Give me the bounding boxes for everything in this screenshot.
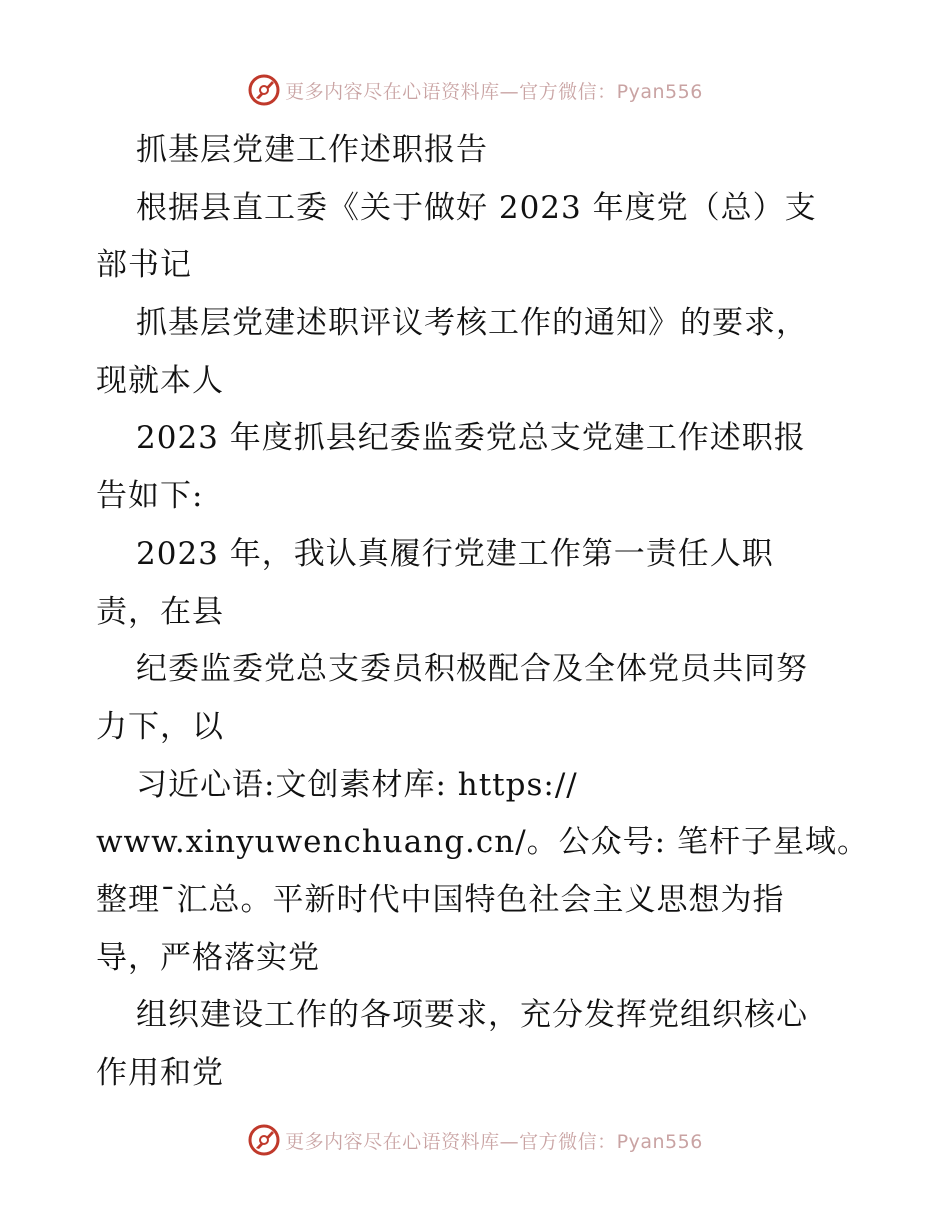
document-line: 根据县直工委《关于做好 2023 年度党（总）支 <box>136 189 817 226</box>
document-line: 部书记 <box>96 247 192 284</box>
document-line: 2023 年，我认真履行党建工作第一责任人职 <box>136 535 774 572</box>
document-line: 抓基层党建述职评议考核工作的通知》的要求， <box>136 305 808 342</box>
document-line: 力下，以 <box>96 708 224 745</box>
footer-banner <box>0 1120 950 1160</box>
document-line: 习近心语:文创素材库: https:// <box>136 766 578 803</box>
document-line: 作用和党 <box>96 1055 224 1091</box>
document-line: 整理¯汇总。平新时代中国特色社会主义思想为指 <box>96 881 785 918</box>
document-line: 责，在县 <box>96 593 224 630</box>
document-line: www.xinyuwenchuang.cn/。公众号: 笔杆子星域。 <box>96 824 869 861</box>
quill-seal-icon <box>247 73 281 107</box>
header-banner <box>0 70 950 110</box>
document-line: 组织建设工作的各项要求，充分发挥党组织核心 <box>136 997 808 1034</box>
footer-banner-text: 更多内容尽在心语资料库—官方微信：Pyan556 <box>285 1130 703 1153</box>
document-line: 导，严格落实党 <box>96 939 320 976</box>
document-line: 告如下: <box>96 478 204 515</box>
document-line: 现就本人 <box>96 362 224 399</box>
document-line: 纪委监委党总支委员积极配合及全体党员共同努 <box>136 651 808 688</box>
header-banner-text: 更多内容尽在心语资料库—官方微信：Pyan556 <box>285 80 703 103</box>
document-line: 抓基层党建工作述职报告 <box>136 132 488 168</box>
document-line: 2023 年度抓县纪委监委党总支党建工作述职报 <box>136 420 806 457</box>
document-body <box>96 122 876 1103</box>
quill-seal-icon <box>247 1123 281 1157</box>
